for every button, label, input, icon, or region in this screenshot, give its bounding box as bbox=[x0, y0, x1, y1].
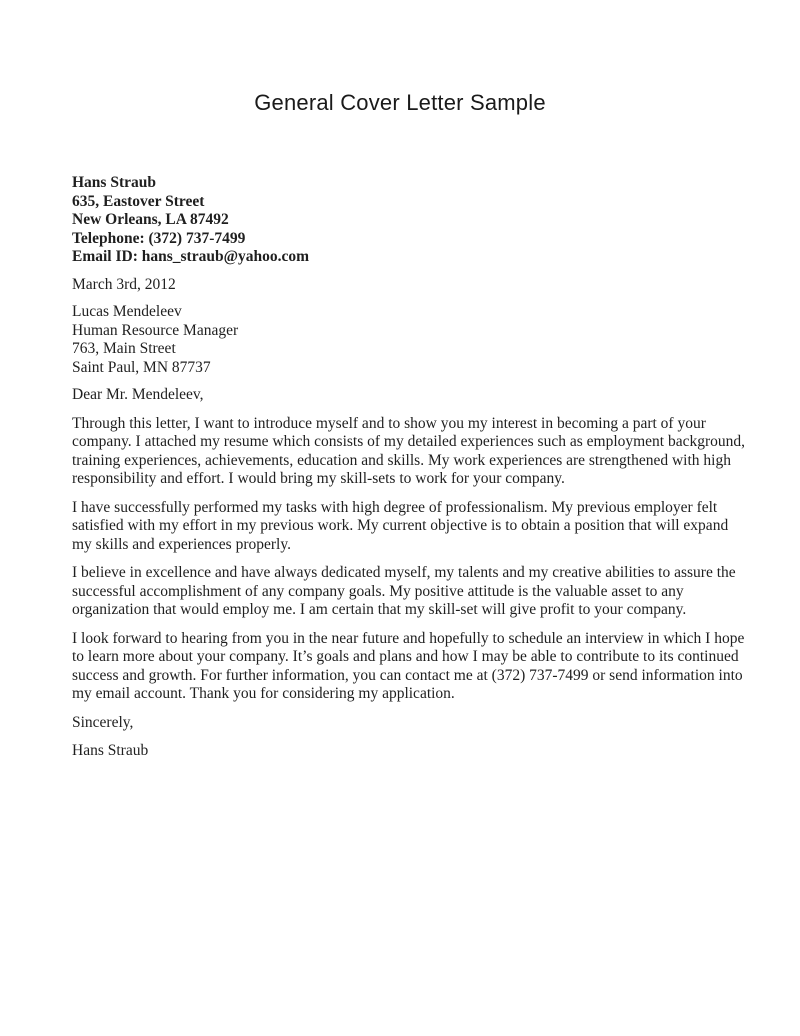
body-paragraph-2: I have successfully performed my tasks with high degree of professionalism. My previous employer felt satisfied with my effort in my previous work. My current objective is to obtain a position that will expand my skills and experiences properly. bbox=[72, 498, 729, 553]
salutation: Dear Mr. Mendeleev, bbox=[72, 386, 204, 403]
sender-street: 635, Eastover Street bbox=[72, 192, 205, 210]
recipient-block bbox=[72, 303, 746, 377]
closing-line: Sincerely, bbox=[72, 713, 134, 731]
document-title: General Cover Letter Sample bbox=[254, 90, 546, 115]
letter-date: March 3rd, 2012 bbox=[72, 275, 176, 293]
sender-name: Hans Straub bbox=[72, 174, 156, 191]
sender-city: New Orleans, LA 87492 bbox=[72, 211, 229, 228]
signature-name: Hans Straub bbox=[72, 742, 149, 759]
body-paragraph-4: I look forward to hearing from you in the near future and hopefully to schedule an interview in which I hope to learn more about your company. It’s goals and plans and how I may be able to contribute to its continued success and growth. For further information, you can contact me at (372) 737-7499 or send information into my email account. Thank you for considering my application. bbox=[72, 629, 745, 702]
body-paragraph-1: Through this letter, I want to introduce myself and to show you my interest in becoming a part of your company. I attached my resume which consists of my detailed experiences such as employment background, training experiences, achievements, education and skills. My work experiences are strengthened with high responsibility and effort. I would bring my skill-sets to work for your company. bbox=[72, 414, 746, 487]
recipient-name: Lucas Mendeleev bbox=[72, 303, 182, 320]
recipient-city: Saint Paul, MN 87737 bbox=[72, 358, 211, 376]
sender-telephone: Telephone: (372) 737-7499 bbox=[72, 229, 246, 247]
recipient-street: 763, Main Street bbox=[72, 340, 176, 357]
sender-block bbox=[72, 174, 746, 267]
sender-email: Email ID: hans_straub@yahoo.com bbox=[72, 248, 310, 265]
letter-content bbox=[0, 174, 800, 761]
recipient-title: Human Resource Manager bbox=[72, 321, 239, 339]
body-paragraph-3: I believe in excellence and have always dedicated myself, my talents and my creative abilities to assure the successful accomplishment of any company goals. My positive attitude is the valuable asset to any organization that would employ me. I am certain that my skill-set will give profit to your company. bbox=[72, 564, 736, 618]
